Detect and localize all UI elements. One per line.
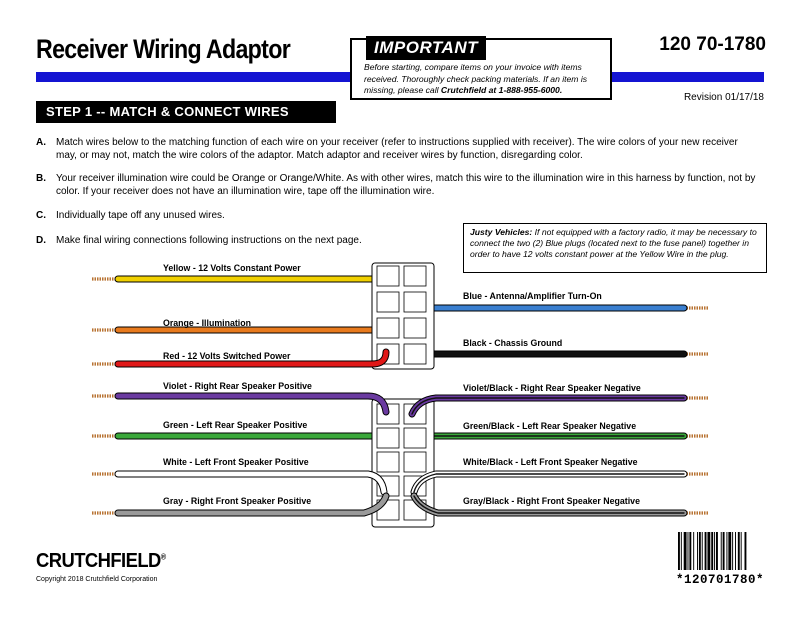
- cavity-left-lower-2: [377, 452, 399, 472]
- cavity-right-lower-1: [404, 428, 426, 448]
- step-text: Individually tape off any unused wires.: [56, 210, 225, 221]
- wire-label-violet: Violet - Right Rear Speaker Positive: [163, 381, 312, 391]
- justy-text: If not equipped with a factory radio, it may be necessary to connect the two (2) Blue plugs (located next to the fuse panel) together in order to have 12 volts constant power at the Yellow Wire in the plug.: [470, 227, 757, 259]
- cavity-right-3: [404, 344, 426, 364]
- cavity-right-2: [404, 318, 426, 338]
- wire-violet-black: [412, 398, 684, 414]
- cavity-left-0: [377, 266, 399, 286]
- step-text: Make final wiring connections following instructions on the next page.: [56, 235, 362, 246]
- copyright-text: Copyright 2018 Crutchfield Corporation: [36, 576, 158, 583]
- barcode-bar: [741, 532, 742, 570]
- important-label: IMPORTANT: [366, 36, 486, 60]
- wire-label-violet-black: Violet/Black - Right Rear Speaker Negative: [463, 383, 641, 393]
- barcode-bar: [699, 532, 701, 570]
- step-letter: D.: [36, 235, 46, 246]
- wire-label-gray-black: Gray/Black - Right Front Speaker Negative: [463, 496, 640, 506]
- part-number: 120 70-1780: [659, 34, 766, 55]
- barcode-bar: [705, 532, 707, 570]
- cavity-left-2: [377, 318, 399, 338]
- important-body: Before starting, compare items on your invoice with items received. Thoroughly check packing materials. If an item is missing, please call: [364, 62, 588, 95]
- crutchfield-logo: [36, 550, 166, 573]
- barcode-bar: [726, 532, 727, 570]
- barcode-bar: [714, 532, 715, 570]
- wire-label-red: Red - 12 Volts Switched Power: [163, 351, 291, 361]
- barcode-bar: [723, 532, 725, 570]
- wire-white-outline: [118, 474, 384, 492]
- wire-label-green-black: Green/Black - Left Rear Speaker Negative: [463, 421, 637, 431]
- cavity-left-lower-1: [377, 428, 399, 448]
- barcode-number: *120701780*: [676, 573, 765, 587]
- wire-label-yellow: Yellow - 12 Volts Constant Power: [163, 263, 301, 273]
- barcode-bar: [735, 532, 736, 570]
- wire-label-gray: Gray - Right Front Speaker Positive: [163, 496, 312, 506]
- barcode-bar: [697, 532, 698, 570]
- barcode-bar: [716, 532, 718, 570]
- wire-label-white: White - Left Front Speaker Positive: [163, 457, 309, 467]
- cavity-right-1: [404, 292, 426, 312]
- barcode-bar: [678, 532, 680, 570]
- barcode-bar: [684, 532, 687, 570]
- logo-text: CRUTCHFIELD: [36, 550, 161, 572]
- barcode-bar: [732, 532, 733, 570]
- cavity-left-1: [377, 292, 399, 312]
- wire-label-blue: Blue - Antenna/Amplifier Turn-On: [463, 291, 602, 301]
- wire-violet: [118, 396, 386, 412]
- revision-date: Revision 01/17/18: [683, 92, 764, 103]
- step-text: Match wires below to the matching function of each wire on your receiver (refer to instructions supplied with receiver). The wire colors of your new receiver may, or may not, match the wire colors of the adaptor. Match adaptor and receiver wires by function, disregarding color.: [56, 137, 738, 161]
- barcode-bar: [693, 532, 694, 570]
- step-letter: C.: [36, 210, 46, 221]
- wire-blue: [408, 308, 684, 318]
- wire-label-black: Black - Chassis Ground: [463, 338, 563, 348]
- step-letter: A.: [36, 137, 46, 148]
- justy-heading: Justy Vehicles:: [470, 227, 533, 237]
- cavity-right-0: [404, 266, 426, 286]
- barcode-bar: [681, 532, 682, 570]
- barcode-bar: [721, 532, 722, 570]
- important-phone: Crutchfield at 1-888-955-6000.: [440, 85, 563, 95]
- barcode-bar: [689, 532, 691, 570]
- step-text: Your receiver illumination wire could be Orange or Orange/White. As with other wires, match this wire to the illumination wire in this harness by function, not by color. If your receiver does not have an illumination wire, tape off the illumination wire.: [56, 173, 756, 197]
- step-heading: STEP 1 -- MATCH & CONNECT WIRES: [36, 101, 336, 123]
- wire-label-orange: Orange - Illumination: [163, 318, 251, 328]
- wire-label-white-black: White/Black - Left Front Speaker Negative: [463, 457, 638, 467]
- barcode-bar: [745, 532, 747, 570]
- barcode-bar: [738, 532, 740, 570]
- barcode-bar: [688, 532, 689, 570]
- barcode-icon: [678, 532, 764, 570]
- step-letter: B.: [36, 173, 46, 184]
- barcode-bar: [728, 532, 731, 570]
- barcode-bar: [702, 532, 703, 570]
- barcode-bar: [711, 532, 713, 570]
- page-title: Receiver Wiring Adaptor: [36, 34, 291, 64]
- wire-white-black-outline: [414, 474, 684, 492]
- cavity-right-lower-2: [404, 452, 426, 472]
- barcode-bar: [707, 532, 710, 570]
- logo-mark: ®: [160, 552, 166, 562]
- wire-label-green: Green - Left Rear Speaker Positive: [163, 420, 308, 430]
